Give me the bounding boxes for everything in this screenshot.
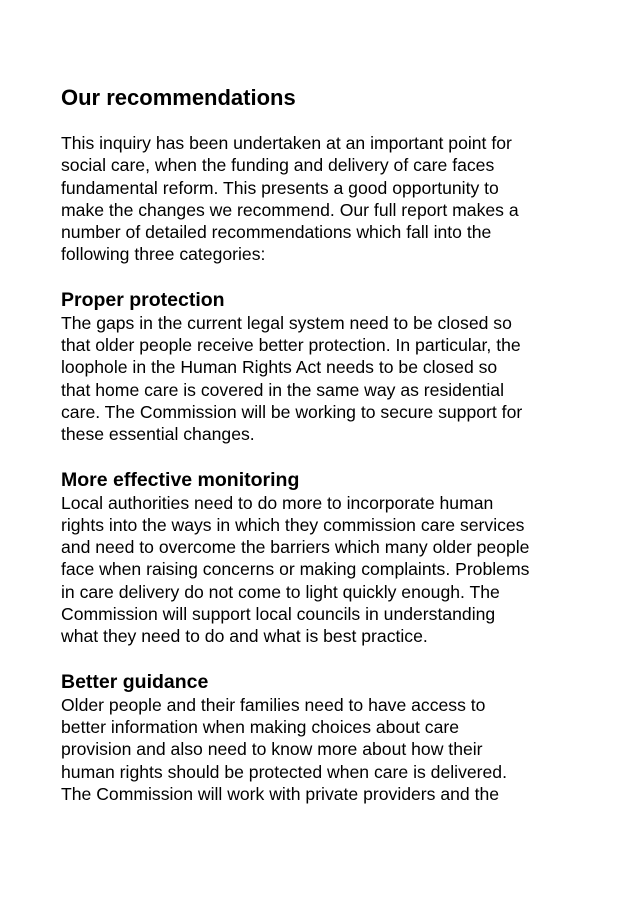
intro-paragraph — [61, 132, 581, 266]
intro-line: make the changes we recommend. Our full report makes a — [61, 199, 519, 220]
section-line: that home care is covered in the same way as residential — [61, 379, 504, 400]
section-line: Commission will support local councils in understanding — [61, 604, 496, 625]
section-paragraph — [61, 312, 581, 446]
section-line: Older people and their families need to have access to — [61, 694, 486, 715]
section-paragraph — [61, 492, 581, 648]
section-line: care. The Commission will be working to secure support for — [61, 401, 523, 422]
section-proper-protection — [61, 288, 581, 446]
intro-line: social care, when the funding and delivery of care faces — [61, 155, 495, 176]
section-line: The Commission will work with private providers and the — [61, 783, 500, 804]
section-line: provision and also need to know more about how their — [61, 739, 483, 760]
section-heading: Proper protection — [61, 288, 225, 311]
section-better-guidance — [61, 670, 581, 805]
section-line: The gaps in the current legal system need to be closed so — [61, 312, 512, 333]
intro-line: number of detailed recommendations which fall into the — [61, 222, 492, 243]
section-more-effective-monitoring — [61, 468, 581, 648]
section-line: face when raising concerns or making complaints. Problems — [61, 559, 530, 580]
section-line: and need to overcome the barriers which many older people — [61, 537, 530, 558]
section-line: in care delivery do not come to light quickly enough. The — [61, 581, 500, 602]
section-paragraph — [61, 694, 581, 805]
section-heading: Better guidance — [61, 670, 209, 693]
section-line: human rights should be protected when care is delivered. — [61, 761, 507, 782]
document-page — [61, 84, 581, 805]
section-line: what they need to do and what is best practice. — [61, 626, 428, 647]
page-title: Our recommendations — [61, 85, 296, 110]
intro-line: fundamental reform. This presents a good opportunity to — [61, 177, 499, 198]
section-heading: More effective monitoring — [61, 468, 300, 491]
intro-line: This inquiry has been undertaken at an important point for — [61, 133, 512, 153]
section-line: better information when making choices about care — [61, 716, 460, 737]
intro-line: following three categories: — [61, 244, 266, 265]
section-line: Local authorities need to do more to incorporate human — [61, 492, 494, 513]
section-line: that older people receive better protection. In particular, the — [61, 335, 521, 356]
section-line: rights into the ways in which they commission care services — [61, 514, 525, 535]
section-line: loophole in the Human Rights Act needs to be closed so — [61, 357, 498, 378]
section-line: these essential changes. — [61, 424, 255, 445]
